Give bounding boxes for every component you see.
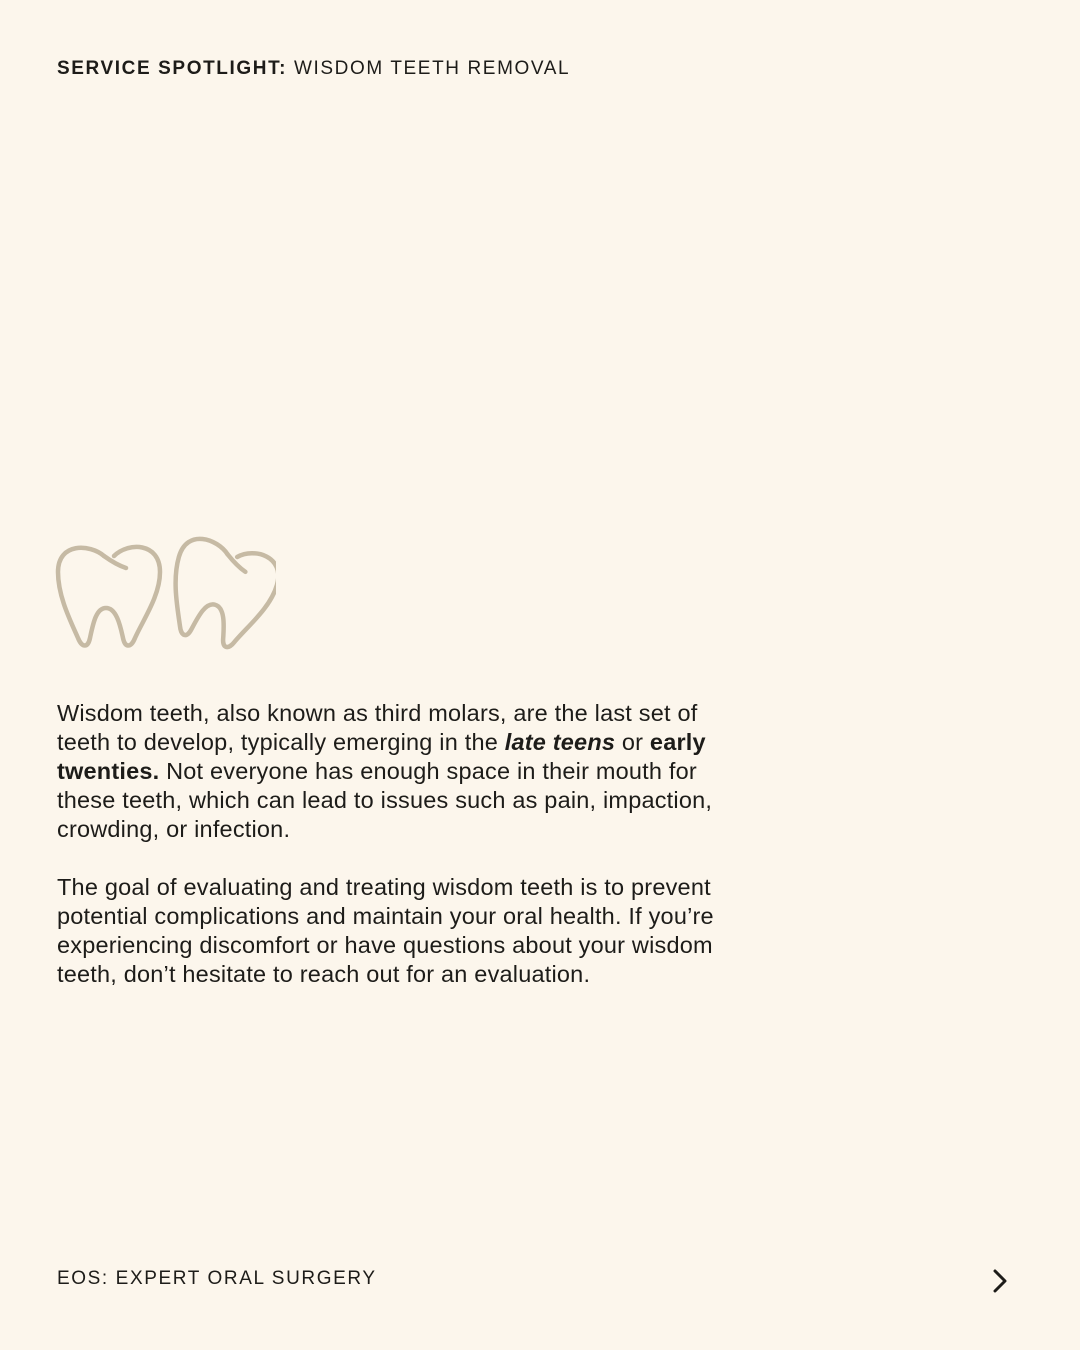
page-title	[57, 58, 570, 80]
intro-text-b: or	[615, 729, 650, 755]
paragraph-goal: The goal of evaluating and treating wisdom teeth is to prevent potential complications and maintain your oral health. If you’re experiencing discomfort or have questions about your wisdom teeth, don’t hesitate to reach out for an evaluation.	[57, 874, 714, 987]
intro-text-a: Wisdom teeth, also known as third molars, are the last set of teeth to develop, typically emerging in the	[57, 700, 698, 755]
intro-text-c: Not everyone has enough space in their mouth for these teeth, which can lead to issues such as pain, impaction, crowding, or infection.	[57, 758, 713, 842]
title-prefix: SERVICE SPOTLIGHT:	[57, 58, 288, 79]
article-body	[57, 699, 757, 989]
title-topic: WISDOM TEETH REMOVAL	[287, 58, 571, 79]
footer-brand: EOS: EXPERT ORAL SURGERY	[57, 1268, 377, 1289]
next-slide-button[interactable]	[984, 1264, 1016, 1298]
chevron-right-icon	[984, 1264, 1016, 1298]
two-teeth-outline-icon	[54, 536, 276, 658]
emphasis-late-teens: late teens	[504, 729, 616, 755]
paragraph-intro	[57, 699, 757, 844]
emphasis-early-twenties: early twenties.	[57, 729, 706, 784]
